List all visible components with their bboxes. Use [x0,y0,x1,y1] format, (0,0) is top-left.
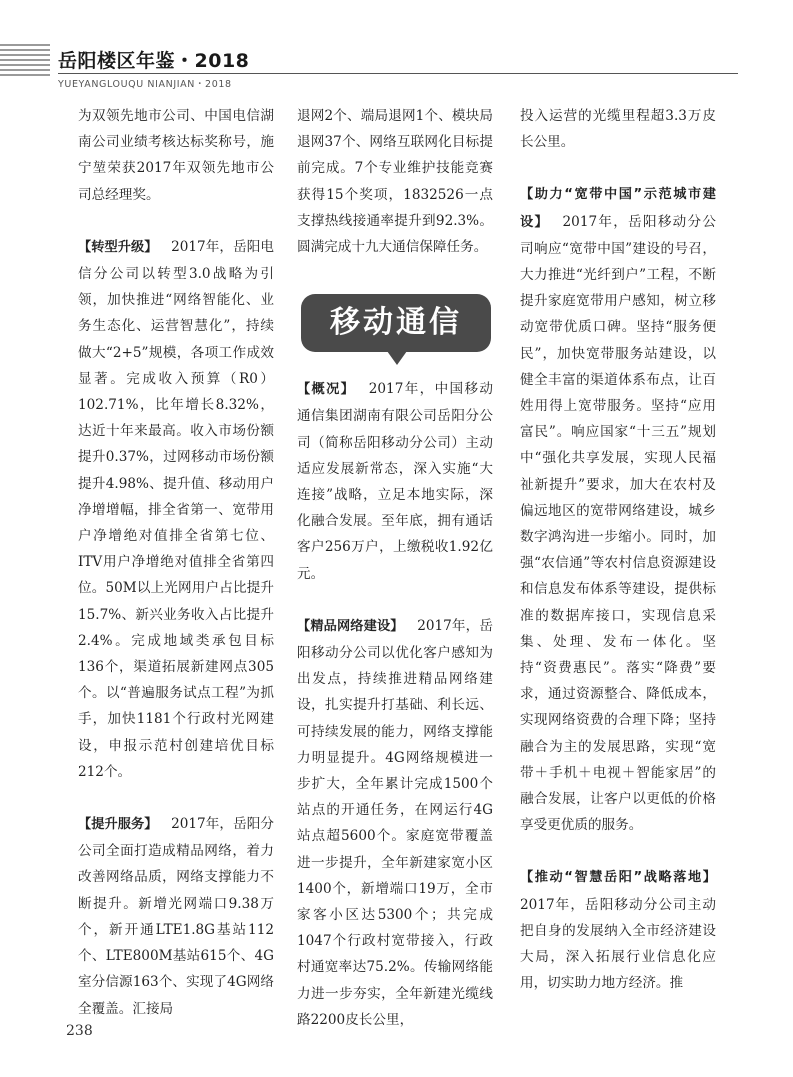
paragraph [78,234,274,785]
speech-bubble-tail [387,351,407,365]
paragraph [297,376,493,587]
section-keyword: 【提升服务】 [78,817,158,833]
paragraph [520,103,716,155]
running-header-subtitle: YUEYANGLOUQU NIANJIAN・2018 [58,79,232,90]
paragraph-text: 2017年，中国移动通信集团湖南有限公司岳阳分公司（简称岳阳移动分公司）主动适应发展新常态，深入实施“大连接”战略，立足本地实际，深化融合发展。至年底，拥有通话客户256万户，上缴税收1.92亿元。 [297,381,493,582]
paragraph-text: 为双领先地市公司、中国电信湖南公司业绩考核达标奖称号，施宁堃荣获2017年双领先地市公司总经理奖。 [78,108,274,203]
paragraph [520,181,716,838]
section-keyword: 【精品网络建设】 [297,618,404,634]
paragraph-text: 2017年，岳阳移动分公司响应“宽带中国”建设的号召，大力推进“光纤到户”工程，不断提升家庭宽带用户感知，树立移动宽带优质口碑。坚持“服务便民”，加快宽带服务站建设，以健全丰富的渠道体系布点，让百姓用得上宽带服务。坚持“应用富民”。响应国家“十三五”规划中“强化共享发展，实现人民福祉新提升”要求，加大在农村及偏远地区的宽带网络建设，城乡数字鸿沟进一步缩小。同时，加强“农信通”等农村信息资源建设和信息发布体系等建设，提供标准的数据库接口，实现信息采集、处理、发布一体化。坚持“资费惠民”。落实“降费”要求，通过资源整合、降低成本，实现网络资费的合理下降；坚持融合为主的发展思路，实现“宽带＋手机＋电视＋智能家居”的融合发展，让客户以更低的价格享受更优质的服务。 [520,213,716,834]
running-header-title: 岳阳楼区年鉴・2018 [58,50,250,72]
text-column-1 [78,103,274,1022]
paragraph-text: 退网2个、端局退网1个、模块局退网37个、网络互联网化目标提前完成。7个专业维护技能竞赛获得15个奖项，1832526一点支撑热线接通率提升到92.3%。圆满完成十九大通信保障任务。 [297,108,493,256]
section-banner [297,286,493,376]
text-column-2 [297,103,493,1033]
section-keyword: 【助力“宽带中国”示范城市建设】 [520,187,716,230]
section-keyword: 【概况】 [297,382,356,398]
paragraph [297,103,493,260]
paragraph [78,103,274,208]
paragraph [297,613,493,1033]
paragraph-text: 2017年，岳阳电信分公司以转型3.0战略为引领，加快推进“网络智能化、业务生态化、运营智慧化”，持续做大“2+5”规模，各项工作成效显著。完成收入预算（R0）102.71%，比年增长8.32%，达近十年来最高。收入市场份额提升0.37%，过网移动市场份额提升4.98%、提升值、移动用户净增增幅，排全省第一、宽带用户净增绝对值排全省第七位、ITV用户净增绝对值排全省第四位。50M以上光网用户占比提升15.7%、新兴业务收入占比提升2.4%。完成地域类承包目标136个，渠道拓展新建网点305个。以“普遍服务试点工程”为抓手，加快1181个行政村光网建设，申报示范村创建培优目标212个。 [78,238,274,780]
text-column-3 [520,103,716,997]
paragraph [78,811,274,1022]
section-title: 移动通信 [301,294,491,352]
header-decoration [0,44,50,82]
page-number: 238 [66,1023,93,1039]
section-keyword: 【转型升级】 [78,239,158,255]
paragraph-text: 2017年，岳阳分公司全面打造成精品网络，着力改善网络品质，网络支撑能力不断提升。新增光网端口9.38万个，新开通LTE1.8G基站112个、LTE800M基站615个、4G室分信源163个、实现了4G网络全覆盖。汇接局 [78,816,274,1017]
paragraph-text: 投入运营的光缆里程超3.3万皮长公里。 [520,108,716,151]
paragraph [520,864,716,996]
section-keyword: 【推动“智慧岳阳”战略落地】 [520,870,716,886]
paragraph-text: 2017年，岳阳移动分公司主动把自身的发展纳入全市经济建设大局，深入拓展行业信息化应用，切实助力地方经济。推 [520,896,716,992]
header-rule [58,73,738,74]
paragraph-text: 2017年，岳阳移动分公司以优化客户感知为出发点，持续推进精品网络建设，扎实提升打基础、利长远、可持续发展的能力，网络支撑能力明显提升。4G网络规模进一步扩大，全年累计完成1500个站点的开通任务，在网运行4G站点超5600个。家庭宽带覆盖进一步提升，全年新建家宽小区1400个，新增端口19万，全市家客小区达5300个；共完成1047个行政村宽带接入，行政村通宽率达75.2%。传输网络能力进一步夯实，全年新建光缆线路2200皮长公里， [297,617,493,1028]
